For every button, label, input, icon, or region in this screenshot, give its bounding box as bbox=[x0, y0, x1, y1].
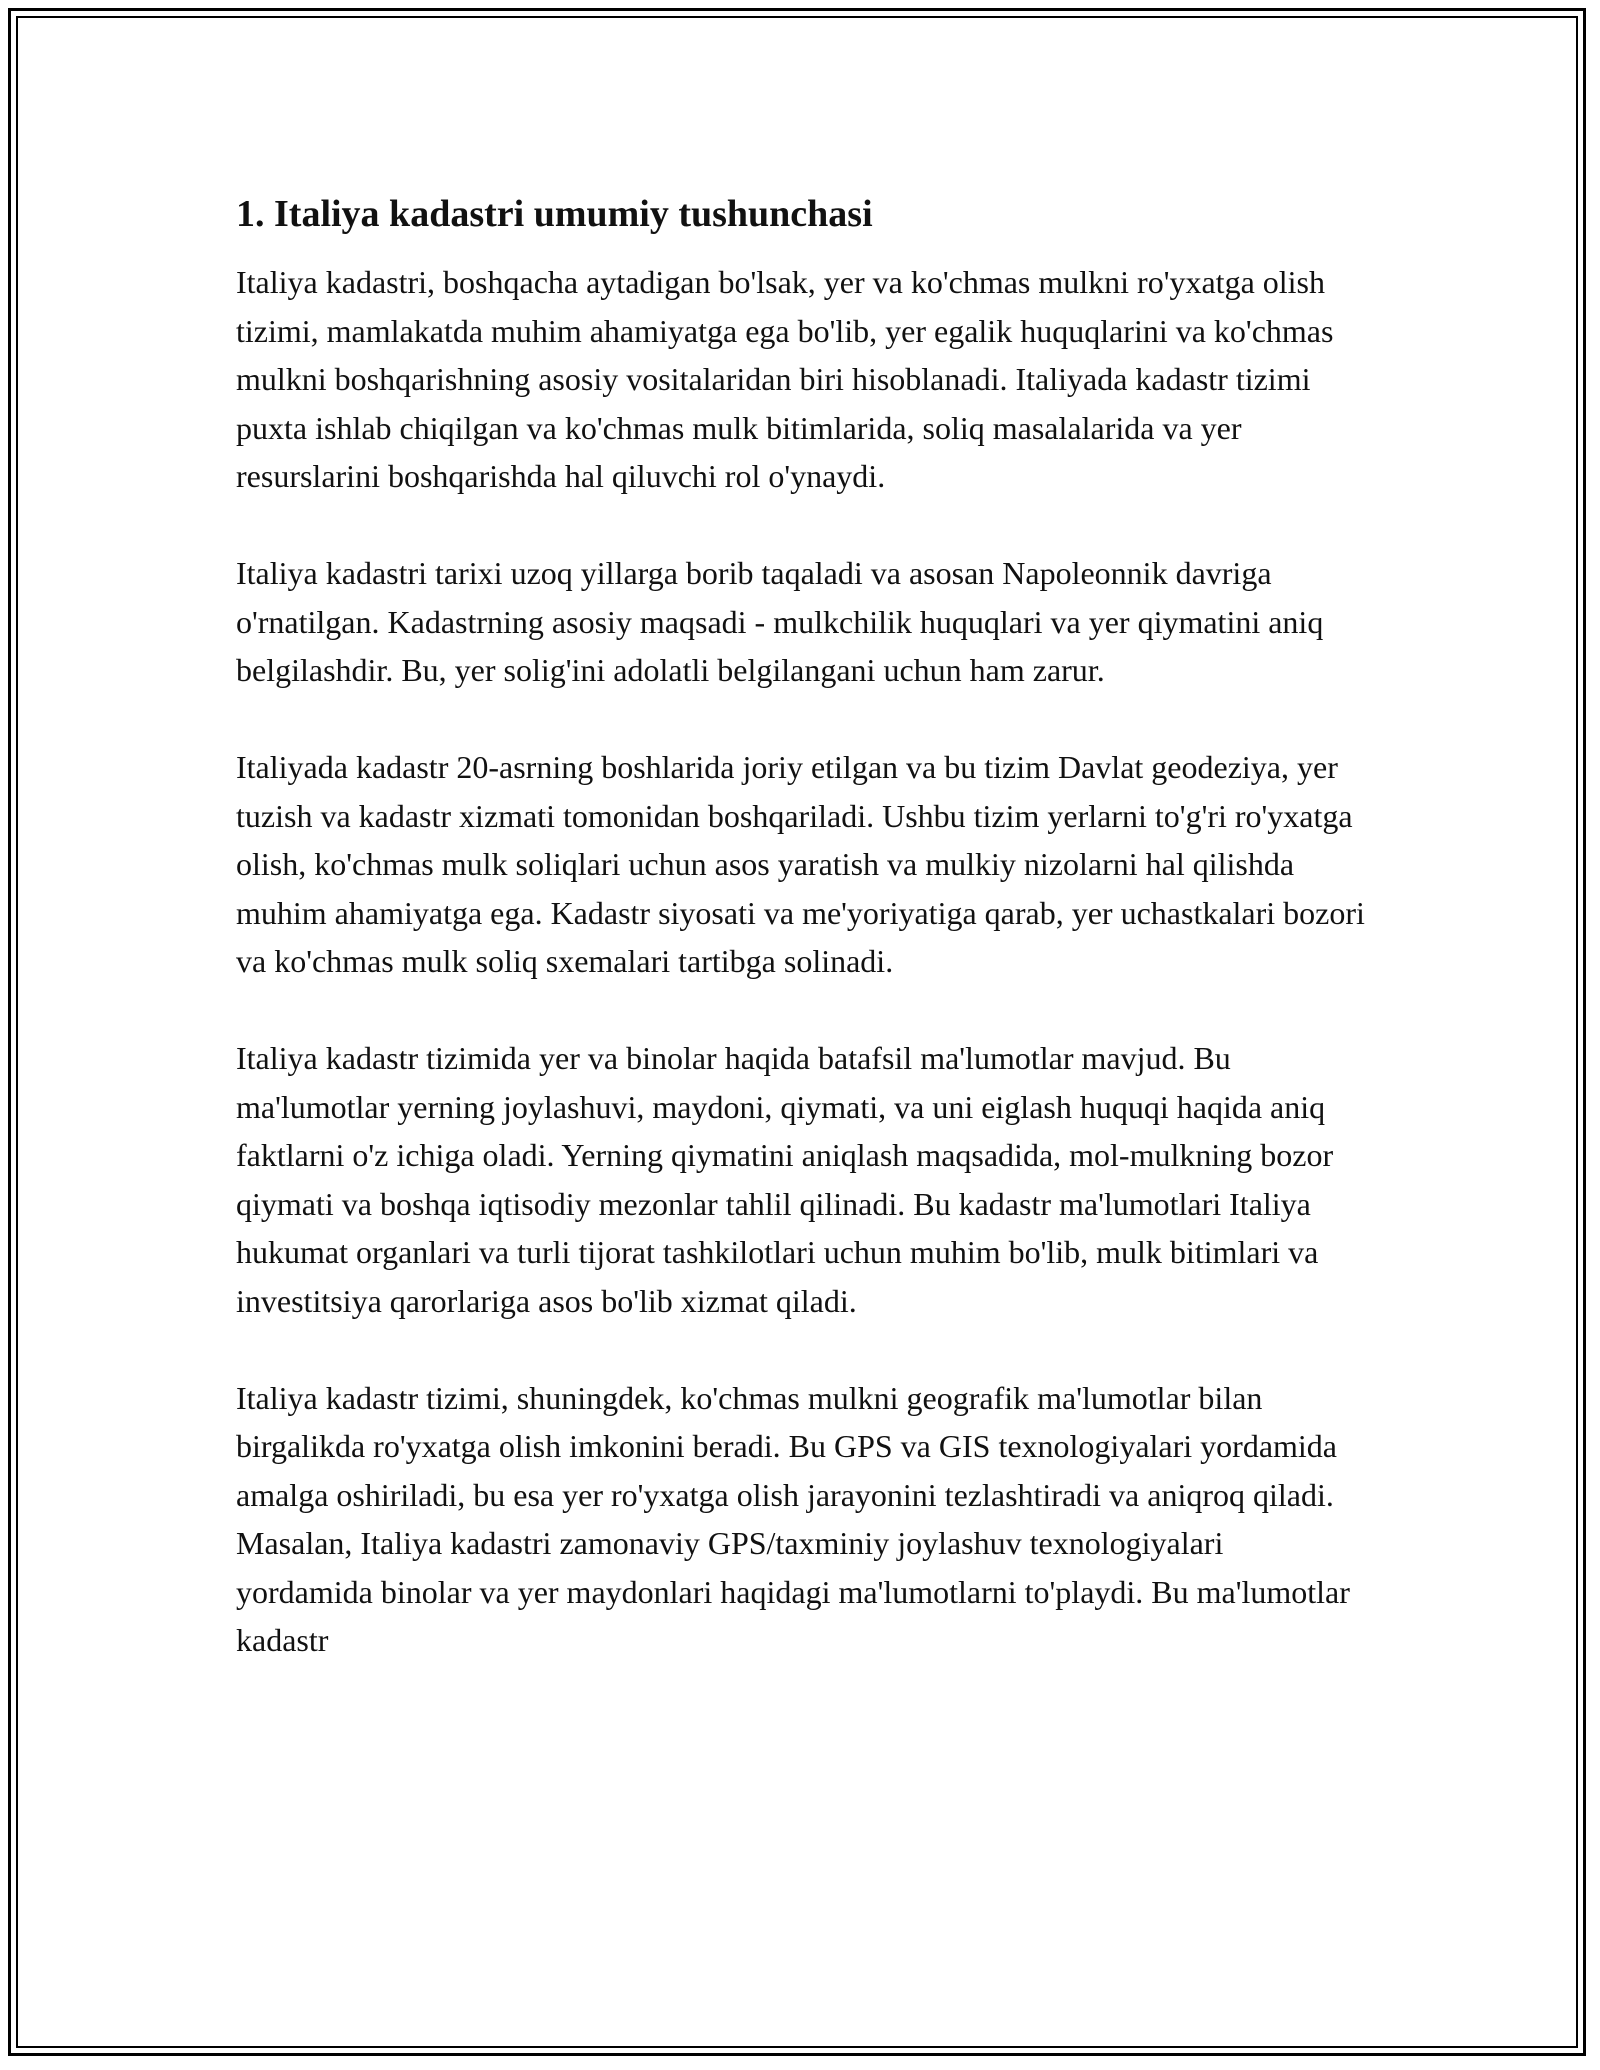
document-body bbox=[236, 190, 1366, 1713]
paragraph-5: Italiya kadastr tizimi, shuningdek, ko'chmas mulkni geografik ma'lumotlar bilan birgalikda ro'yxatga olish imkonini beradi. Bu GPS va GIS texnologiyalari yordamida amalga oshiriladi, bu esa yer ro'yxatga olish jarayonini tezlashtiradi va aniqroq qiladi. Masalan, Italiya kadastri zamonaviy GPS/taxminiy joylashuv texnologiyalari yordamida binolar va yer maydonlari haqidagi ma'lumotlarni to'playdi. Bu ma'lumotlar kadastr bbox=[236, 1379, 1350, 1658]
paragraph-2: Italiya kadastri tarixi uzoq yillarga borib taqaladi va asosan Napoleonnik davriga o'rnatilgan. Kadastrning asosiy maqsadi - mulkchilik huquqlari va yer qiymatini aniq belgilashdir. Bu, yer solig'ini adolatli belgilangani uchun ham zarur. bbox=[236, 555, 1324, 688]
paragraph-1: Italiya kadastri, boshqacha aytadigan bo'lsak, yer va ko'chmas mulkni ro'yxatga olish tizimi, mamlakatda muhim ahamiyatga ega bo'lib, yer egalik huquqlarini va ko'chmas mulkni boshqarishning asosiy vositalaridan biri hisoblanadi. Italiyada kadastr tizimi puxta ishlab chiqilgan va ko'chmas mulk bitimlarida, soliq masalalarida va yer resurslarini boshqarishda hal qiluvchi rol o'ynaydi. bbox=[236, 264, 1334, 494]
paragraph-4: Italiya kadastr tizimida yer va binolar haqida batafsil ma'lumotlar mavjud. Bu ma'lumotlar yerning joylashuvi, maydoni, qiymati, va uni eiglash huquqi haqida aniq faktlarni o'z ichiga oladi. Yerning qiymatini aniqlash maqsadida, mol-mulkning bozor qiymati va boshqa iqtisodiy mezonlar tahlil qilinadi. Bu kadastr ma'lumotlari Italiya hukumat organlari va turli tijorat tashkilotlari uchun muhim bo'lib, mulk bitimlari va investitsiya qarorlariga asos bo'lib xizmat qiladi. bbox=[236, 1040, 1334, 1319]
paragraph-3: Italiyada kadastr 20-asrning boshlarida joriy etilgan va bu tizim Davlat geodeziya, yer tuzish va kadastr xizmati tomonidan boshqariladi. Ushbu tizim yerlarni to'g'ri ro'yxatga olish, ko'chmas mulk soliqlari uchun asos yaratish va mulkiy nizolarni hal qilishda muhim ahamiyatga ega. Kadastr siyosati va me'yoriyatiga qarab, yer uchastkalari bozori va ko'chmas mulk soliq sxemalari tartibga solinadi. bbox=[236, 749, 1365, 979]
section-heading: 1. Italiya kadastri umumiy tushunchasi bbox=[236, 193, 873, 235]
